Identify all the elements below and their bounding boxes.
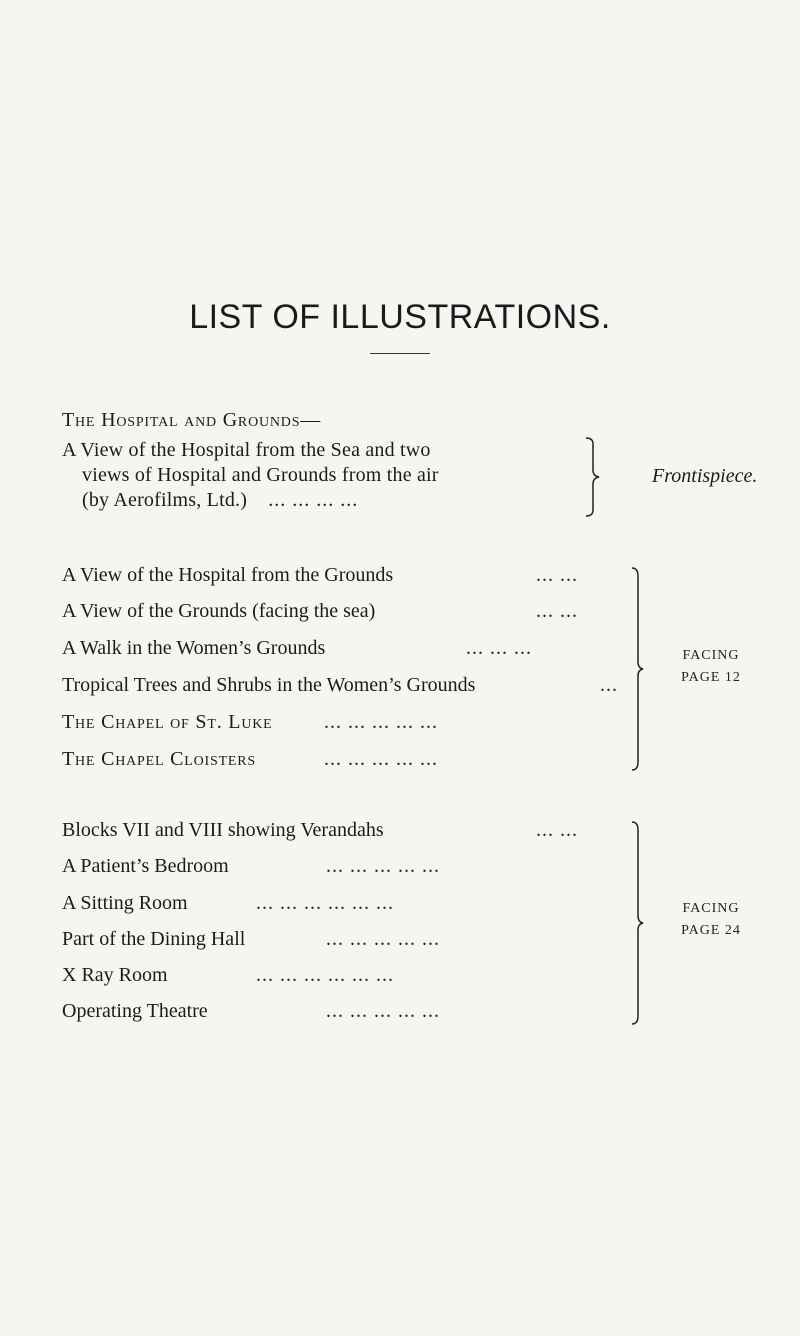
facing-label: FACING xyxy=(682,901,740,916)
list-item: A View of the Grounds (facing the sea) xyxy=(62,600,376,622)
frontispiece-leader: ... ... ... ... xyxy=(268,489,359,511)
dot-leader: ... ... ... ... ... ... xyxy=(256,892,394,914)
dot-leader: ... ... ... ... ... xyxy=(326,1000,440,1022)
frontispiece-line-1: A View of the Hospital from the Sea and two xyxy=(62,439,431,461)
dot-leader: ... ... xyxy=(536,564,578,586)
list-item: Operating Theatre xyxy=(62,1000,208,1022)
dot-leader: ... xyxy=(600,674,618,696)
group-2-facing-page xyxy=(656,898,766,942)
dot-leader: ... ... xyxy=(536,600,578,622)
page-title: LIST OF ILLUSTRATIONS. xyxy=(189,298,611,336)
list-item: A Patient’s Bedroom xyxy=(62,855,229,877)
dot-leader: ... ... ... ... ... ... xyxy=(256,964,394,986)
section-heading: The Hospital and Grounds— xyxy=(62,409,322,431)
dot-leader: ... ... ... ... ... xyxy=(324,748,438,770)
frontispiece-line-2: views of Hospital and Grounds from the air xyxy=(82,464,439,486)
frontispiece-label: Frontispiece. xyxy=(652,465,758,487)
facing-label: FACING xyxy=(682,648,740,663)
facing-page-number: PAGE 12 xyxy=(681,670,741,685)
title-divider xyxy=(370,353,430,354)
list-item: A Sitting Room xyxy=(62,892,188,914)
frontispiece-entry xyxy=(62,438,439,513)
dot-leader: ... ... ... ... ... xyxy=(324,711,438,733)
list-item: A Walk in the Women’s Grounds xyxy=(62,637,326,659)
frontispiece-line-3-text: (by Aerofilms, Ltd.) xyxy=(82,489,248,511)
group-2-brace xyxy=(630,820,646,1026)
list-item: Blocks VII and VIII showing Verandahs xyxy=(62,819,384,841)
dot-leader: ... ... ... xyxy=(466,637,532,659)
group-1-brace xyxy=(630,566,646,772)
dot-leader: ... ... xyxy=(536,819,578,841)
frontispiece-line-3 xyxy=(62,488,439,513)
list-item: X Ray Room xyxy=(62,964,168,986)
facing-page-number: PAGE 24 xyxy=(681,923,741,938)
dot-leader: ... ... ... ... ... xyxy=(326,855,440,877)
list-item: Tropical Trees and Shrubs in the Women’s Grounds xyxy=(62,674,476,696)
list-item: Part of the Dining Hall xyxy=(62,928,246,950)
group-1-facing-page xyxy=(656,645,766,689)
list-item: The Chapel Cloisters xyxy=(62,748,257,770)
list-item: A View of the Hospital from the Grounds xyxy=(62,564,394,586)
list-item: The Chapel of St. Luke xyxy=(62,711,273,733)
dot-leader: ... ... ... ... ... xyxy=(326,928,440,950)
frontispiece-brace xyxy=(584,436,604,518)
